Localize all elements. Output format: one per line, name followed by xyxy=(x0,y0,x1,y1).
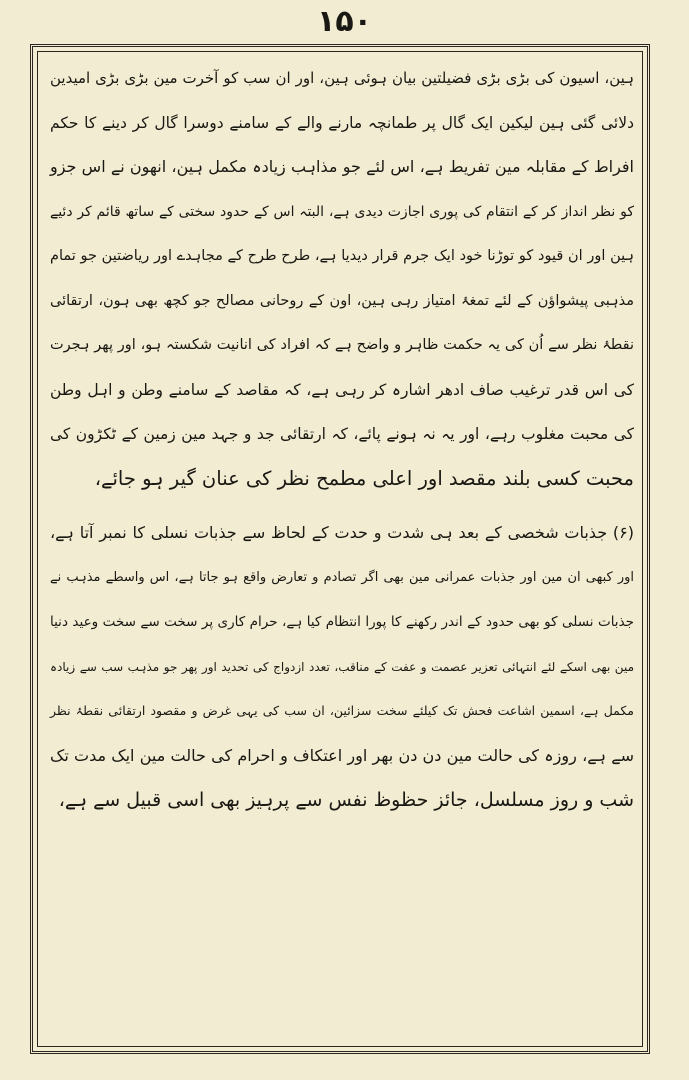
text-line: کی محبت مغلوب رہے، اور یہ نہ ہونے پائے، کہ ارتقائی جد و جہد مین زمین کے ٹکڑون کی xyxy=(50,425,634,443)
text-line: مکمل ہے، اسمین اشاعت فحش تک کیلئے سخت سزائین، ان سب کی یہی غرض و مقصود ارتقائی نقطۂ نظر xyxy=(50,703,634,718)
text-line: سے ہے، روزہ کی حالت مین دن دن بھر اور اعتکاف و احرام کی حالت مین ایک مدت تک xyxy=(50,745,634,765)
text-line: دلائی گئی ہین لیکین ایک گال پر طمانچہ مارنے والے کے سامنے دوسرا گال کر دینے کا حکم xyxy=(50,113,634,132)
text-line: افراط کے مقابلہ مین تفریط ہے، اس لئے جو مذاہب زیادہ مکمل ہین، انھون نے اس جزو xyxy=(50,157,634,176)
text-line: ہین اور ان قیود کو توڑنا خود ایک جرم قرار دیدیا ہے، طرح طرح کے مجاہدے اور ریاضتین جو تمام xyxy=(50,248,634,264)
text-line: نقطۂ نظر سے اُن کی یہ حکمت ظاہر و واضح ہے کہ افراد کی انانیت شکستہ ہو، اور پھر ہجرت xyxy=(50,337,634,353)
text-line: مذہبی پیشواؤن کے لئے تمغۂ امتیاز رہی ہین، اون کے روحانی مصالح جو کچھ بھی ہون، ارتقائی xyxy=(50,292,634,309)
text-line: جذبات نسلی کو بھی حدود کے اندر رکھنے کا پورا انتظام کیا ہے، حرام کاری پر سخت سے سخت وعید دنیا xyxy=(50,614,634,630)
body-text xyxy=(44,56,640,823)
page-number: ۱۵۰ xyxy=(317,4,372,39)
text-line: ہین، اسیون کی بڑی بڑی فضیلتین بیان ہوئی ہین، اور ان سب کو آخرت مین بڑی بڑی امیدین xyxy=(50,69,634,87)
text-line: (۶) جذبات شخصی کے بعد ہی شدت و حدت کے لحاظ سے جذبات نسلی کا نمبر آتا ہے، xyxy=(50,523,634,542)
text-line: مین بھی اسکے لئے انتہائی تعزیر عصمت و عفت کے مناقب، تعدد ازدواج کی تحدید اور پھر جو مذہب سب سے زیادہ xyxy=(50,659,634,674)
paragraph-end-line: شب و روز مسلسل، جائز حظوظ نفس سے پرہیز بھی اسی قبیل سے ہے، xyxy=(58,789,634,811)
text-line: کو نظر انداز کر کے انتقام کی پوری اجازت دیدی ہے، البتہ اس کے حدود سختی کے ساتھ قائم کر دئیے xyxy=(50,203,634,220)
text-line: کی اس قدر ترغیب صاف ادھر اشارہ کر رہی ہے، کہ مقاصد کے سامنے وطن و اہل وطن xyxy=(50,380,634,399)
text-line: اور کبھی ان مین اور جذبات عمرانی مین بھی اگر تصادم و تعارض واقع ہو جاتا ہے، اس واسطے مذہب نے xyxy=(50,569,634,585)
paragraph-end-line: محبت کسی بلند مقصد اور اعلی مطمح نظر کی عنان گیر ہو جائے، xyxy=(94,466,634,490)
